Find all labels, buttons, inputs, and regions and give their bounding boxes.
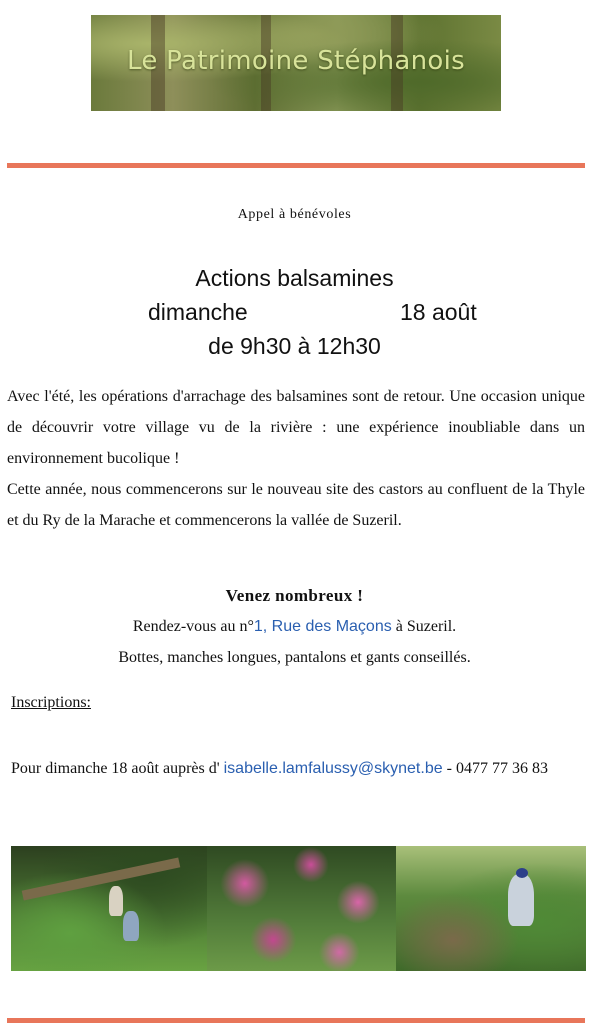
volunteer-figure: [123, 911, 139, 941]
intro-text: [7, 381, 585, 536]
header-banner: [91, 15, 501, 111]
volunteer-cap: [516, 868, 528, 878]
meeting-suffix: à Suzeril.: [391, 618, 457, 635]
meeting-line: [0, 618, 589, 636]
intro-paragraph-2: Cette année, nous commencerons sur le nouveau site des castors au confluent de la Thyle et du Ry de la Marache et commencerons la vallée de Suzeril.: [7, 481, 585, 529]
fallen-tree: [22, 857, 181, 900]
photo-strip: [11, 846, 586, 971]
contact-phone: - 0477 77 36 83: [442, 760, 548, 777]
meeting-prefix: Rendez-vous au n°: [132, 618, 254, 635]
contact-line: [11, 753, 581, 784]
photo-balsam-flowers: [207, 846, 396, 971]
photo-river-volunteer: [396, 846, 586, 971]
banner-title: Le Patrimoine Stéphanois: [126, 46, 465, 76]
heading-title: Actions balsamines: [195, 265, 394, 291]
inscriptions-label: Inscriptions:: [11, 694, 91, 711]
heading-time: de 9h30 à 12h30: [208, 333, 381, 359]
bottom-divider: [7, 1018, 585, 1023]
appel-subtitle: Appel à bénévoles: [237, 207, 352, 222]
equipment-line: Bottes, manches longues, pantalons et gants conseillés.: [118, 649, 471, 666]
volunteer-figure: [508, 874, 534, 926]
photo-volunteers-forest: [11, 846, 207, 971]
call-to-action: Venez nombreux !: [225, 586, 364, 605]
volunteer-figure: [109, 886, 123, 916]
meeting-address-link[interactable]: 1, Rue des Maçons: [253, 618, 392, 635]
intro-paragraph-1: Avec l'été, les opérations d'arrachage des balsamines sont de retour. Une occasion unique de découvrir votre village vu de la rivière : une expérience inoubliable dans un environnement bucolique !: [7, 388, 585, 467]
heading-date: 18 août: [400, 299, 477, 325]
contact-prefix: Pour dimanche 18 août auprès d': [11, 760, 224, 777]
heading-day: dimanche: [148, 299, 248, 325]
top-divider: [7, 163, 585, 168]
contact-email-link[interactable]: isabelle.lamfalussy@skynet.be: [223, 760, 443, 777]
